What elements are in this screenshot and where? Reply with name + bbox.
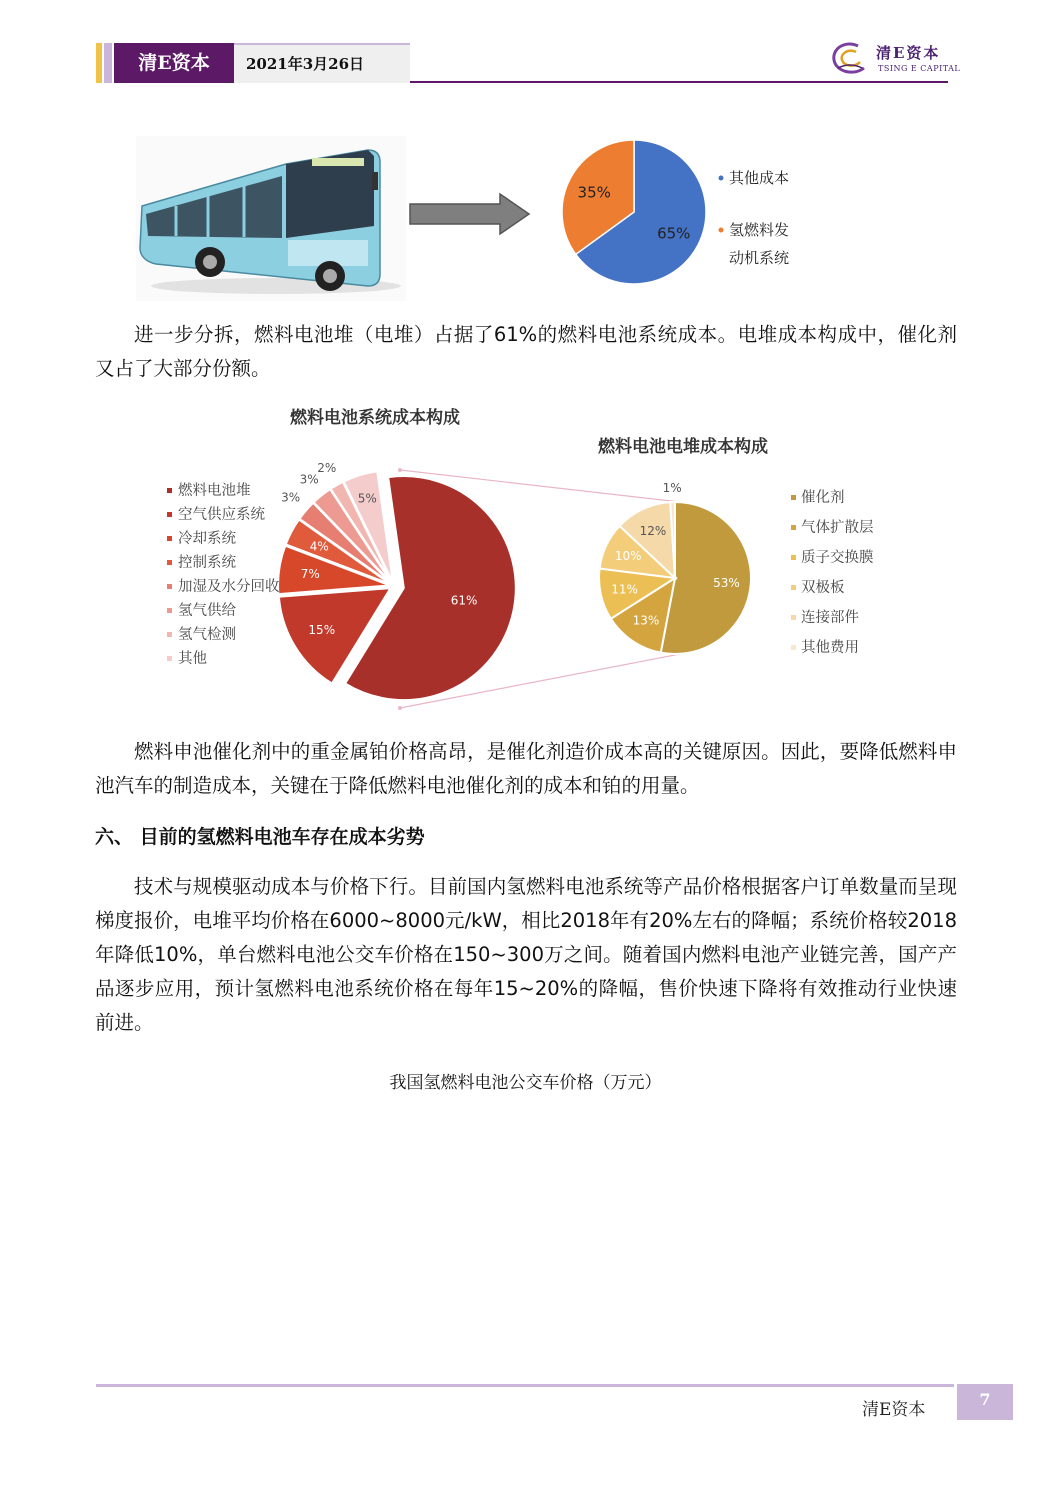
pie2-legend-marker: [167, 584, 172, 589]
pie3-legend-marker: [791, 495, 796, 500]
pie2-legend-marker: [167, 656, 172, 661]
pie1-data-label: 35%: [577, 183, 611, 202]
pie1-legend-label: 氢燃料发: [729, 221, 790, 239]
connector-dot: [398, 468, 402, 472]
pie3-legend-label: 气体扩散层: [801, 520, 874, 536]
pie2-data-label: 2%: [317, 460, 337, 475]
chart-caption: 我国氢燃料电池公交车价格（万元）: [389, 1073, 662, 1093]
pie3-legend-marker: [791, 645, 796, 650]
pie2-legend-label: 空气供应系统: [178, 507, 265, 523]
pie2-legend-marker: [167, 512, 172, 517]
page-number: 7: [957, 1384, 1013, 1420]
stack-chart-title: 燃料电池电堆成本构成: [598, 437, 768, 457]
pie3-legend-label: 其他费用: [801, 640, 859, 656]
pie2-legend-label: 控制系统: [178, 555, 236, 571]
pie2-data-label: 3%: [281, 490, 301, 505]
pie2-legend-marker: [167, 632, 172, 637]
pie2-data-label: 7%: [300, 566, 320, 581]
pie2-legend-marker: [167, 608, 172, 613]
logo-icon: [828, 38, 872, 78]
pie2-legend-label: 冷却系统: [178, 531, 236, 547]
pie3-data-label: 11%: [611, 582, 638, 597]
header-rule: [410, 81, 948, 83]
pie3-data-label: 1%: [662, 481, 682, 496]
pie2-legend-marker: [167, 488, 172, 493]
pie3-legend-label: 连接部件: [801, 610, 859, 626]
pie3-legend-marker: [791, 555, 796, 560]
header-brand: 清E资本: [114, 43, 234, 83]
pie1-data-label: 65%: [657, 224, 691, 243]
paragraph-3: 技术与规模驱动成本与价格下行。目前国内氢燃料电池系统等产品价格根据客户订单数量而呈现梯度报价，电堆平均价格在6000~8000元/kW，相比2018年有20%左右的降幅；系统价格较2018年降低10%，单台燃料电池公交车价格在150~300万之间。随着国内燃料电池产业链完善，国产产品逐步应用，预计氢燃料电池系统价格在每年15~20%的降幅，售价快速下降将有效推动行业快速前进。: [95, 875, 957, 1034]
connector-dot: [398, 706, 402, 710]
footer-rule: [96, 1384, 954, 1387]
bus-cost-pie-chart: [548, 136, 848, 296]
logo-text-cn: 清E资本: [876, 44, 941, 62]
pie3-data-label: 12%: [639, 524, 667, 539]
pie2-data-label: 61%: [450, 593, 478, 608]
footer-brand: 清E资本: [862, 1400, 926, 1420]
pie2-data-label: 5%: [357, 491, 377, 506]
pie2-legend-label: 其他: [178, 651, 207, 667]
pie2-legend-label: 加湿及水分回收: [178, 579, 280, 595]
arrow-right-icon: [408, 192, 532, 236]
pie2-legend-label: 氢气供给: [178, 603, 236, 619]
pie2-legend-marker: [167, 536, 172, 541]
header-accent-lavender: [104, 43, 112, 83]
pie2-data-label: 4%: [309, 539, 329, 554]
paragraph-1: 进一步分拆，燃料电池堆（电堆）占据了61%的燃料电池系统成本。电堆成本构成中，催化剂又占了大部分份额。: [95, 323, 957, 380]
pie1-legend-marker: [719, 228, 724, 233]
fuel-cell-system-chart-title: 燃料电池系统成本构成: [290, 408, 460, 428]
pie3-legend-marker: [791, 525, 796, 530]
pie3-legend-marker: [791, 585, 796, 590]
pie1-legend-label: 其他成本: [729, 169, 790, 187]
paragraph-2: 燃料申池催化剂中的重金属铂价格高昂，是催化剂造价成本高的关键原因。因此，要降低燃料申池汽车的制造成本，关键在于降低燃料电池催化剂的成本和铂的用量。: [95, 740, 957, 797]
pie2-data-label: 15%: [308, 623, 336, 638]
pie1-legend-marker: [719, 176, 724, 181]
pie3-data-label: 13%: [632, 613, 660, 628]
pie2-legend-marker: [167, 560, 172, 565]
pie1-legend-label: 动机系统: [729, 249, 790, 267]
bus-image: [136, 136, 406, 301]
pie3-legend-label: 双极板: [801, 580, 845, 596]
header-date: 2021年3月26日: [234, 43, 410, 83]
pie2-data-label: 3%: [299, 472, 319, 487]
pie2-legend-label: 燃料电池堆: [178, 483, 251, 499]
pie3-data-label: 53%: [713, 575, 740, 590]
header-accent-yellow: [96, 43, 102, 83]
section-heading: 六、 目前的氢燃料电池车存在成本劣势: [95, 826, 425, 848]
logo-text-en: TSING E CAPITAL: [878, 64, 961, 73]
pie2-legend-label: 氢气检测: [178, 627, 236, 643]
pie3-legend-marker: [791, 615, 796, 620]
pie3-legend-label: 质子交换膜: [801, 550, 874, 566]
pie3-data-label: 10%: [614, 548, 642, 563]
pie3-legend-label: 催化剂: [801, 490, 845, 506]
fuel-cell-cost-charts: [140, 398, 940, 718]
